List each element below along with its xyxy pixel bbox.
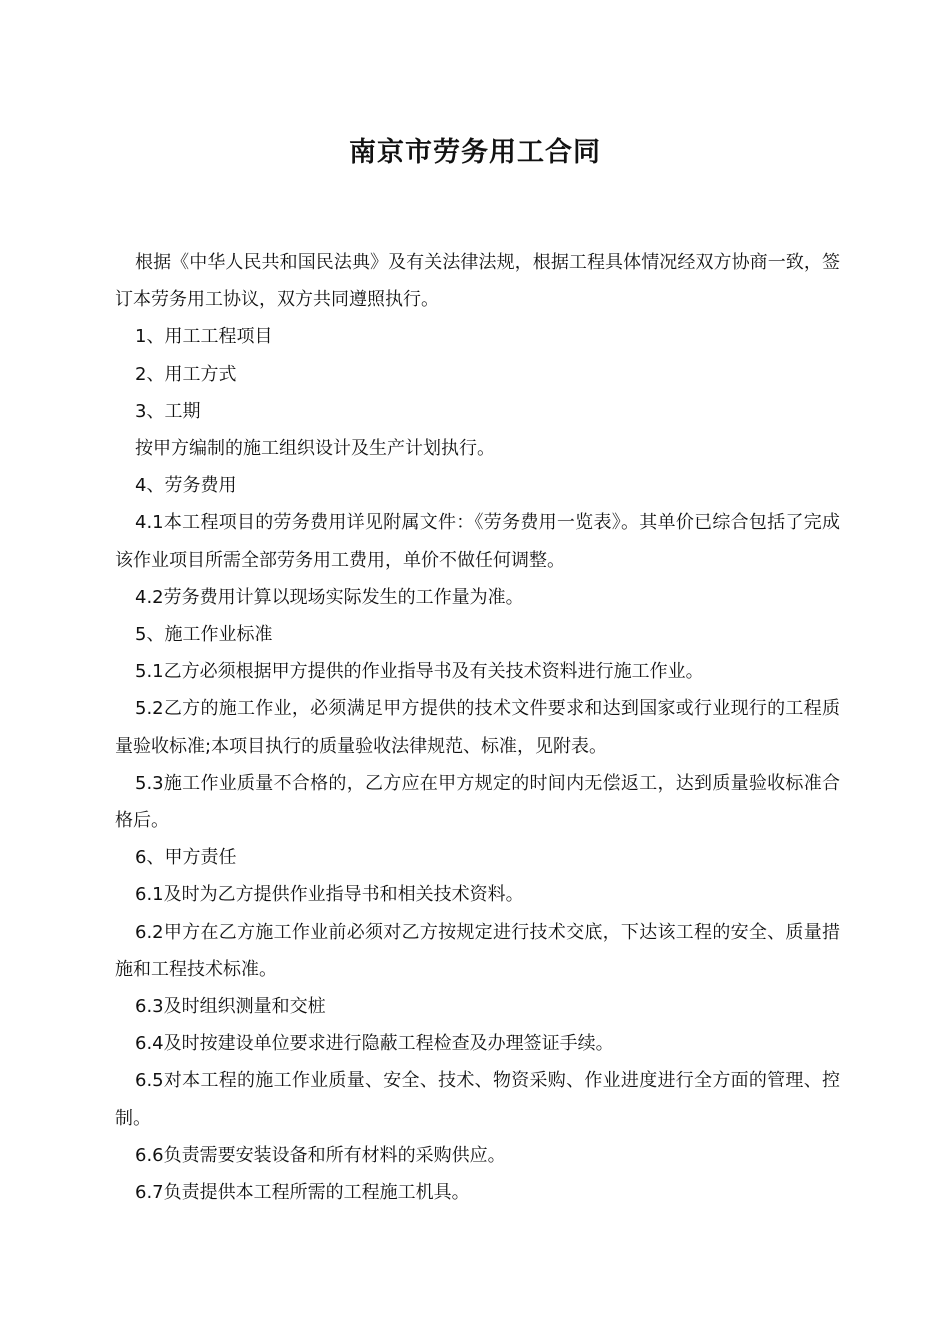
paragraph-intro: 根据《中华人民共和国民法典》及有关法律法规，根据工程具体情况经双方协商一致，签订本劳务用工协议，双方共同遵照执行。 [115, 252, 840, 311]
section-heading-1: 1、用工工程项目 [135, 326, 273, 348]
clause-6-7: 6.7负责提供本工程所需的工程施工机具。 [135, 1182, 470, 1204]
clause-6-6: 6.6负责需要安装设备和所有材料的采购供应。 [135, 1144, 506, 1166]
section-heading-3: 3、工期 [135, 400, 201, 422]
section-heading-2: 2、用工方式 [135, 363, 237, 385]
clause-6-3: 6.3及时组织测量和交桩 [135, 996, 326, 1018]
clause-6-4: 6.4及时按建设单位要求进行隐蔽工程检查及办理签证手续。 [135, 1033, 614, 1055]
document-title: 南京市劳务用工合同 [349, 137, 601, 168]
clause-6-1: 6.1及时为乙方提供作业指导书和相关技术资料。 [135, 884, 524, 906]
clause-4-2: 4.2劳务费用计算以现场实际发生的工作量为准。 [135, 586, 524, 608]
clause-5-2: 5.2乙方的施工作业，必须满足甲方提供的技术文件要求和达到国家或行业现行的工程质量验收标准;本项目执行的质量验收法律规范、标准，见附表。 [115, 698, 840, 757]
section-heading-6: 6、甲方责任 [135, 847, 237, 869]
clause-6-2: 6.2甲方在乙方施工作业前必须对乙方按规定进行技术交底，下达该工程的安全、质量措施和工程技术标准。 [115, 921, 840, 980]
clause-4-1: 4.1本工程项目的劳务费用详见附属文件：《劳务费用一览表》。其单价已综合包括了完成该作业项目所需全部劳务用工费用，单价不做任何调整。 [115, 512, 840, 571]
paragraph-schedule: 按甲方编制的施工组织设计及生产计划执行。 [135, 438, 495, 460]
section-heading-4: 4、劳务费用 [135, 475, 237, 497]
section-heading-5: 5、施工作业标准 [135, 624, 273, 646]
clause-5-3: 5.3施工作业质量不合格的，乙方应在甲方规定的时间内无偿返工，达到质量验收标准合格后。 [115, 772, 840, 832]
clause-6-5: 6.5对本工程的施工作业质量、安全、技术、物资采购、作业进度进行全方面的管理、控制。 [115, 1070, 840, 1129]
clause-5-1: 5.1乙方必须根据甲方提供的作业指导书及有关技术资料进行施工作业。 [135, 661, 704, 683]
document-body [115, 244, 840, 1211]
